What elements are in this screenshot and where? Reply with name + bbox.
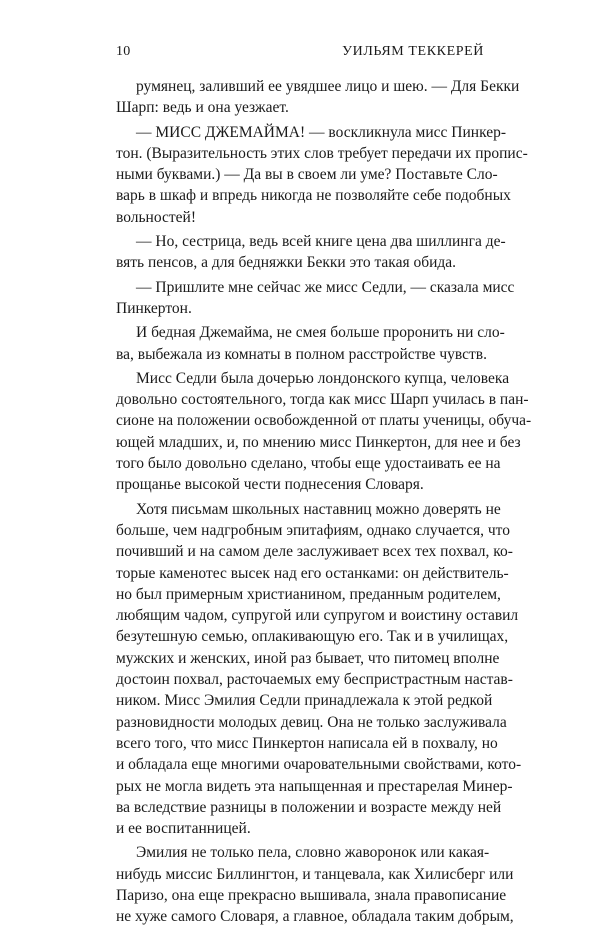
text-line: больше, чем надгробным эпитафиям, однако случается, что	[116, 521, 510, 539]
text-line: — Пришлите мне сейчас же мисс Седли, — сказала мисс	[136, 278, 515, 296]
text-line: Хотя письмам школьных наставниц можно доверять не	[136, 500, 501, 518]
text-line: разновидности молодых девиц. Она не только заслуживала	[116, 713, 507, 731]
text-line: вольностей!	[116, 208, 196, 226]
text-line: мужских и женских, иной раз бывает, что питомец вполне	[116, 649, 500, 667]
page-number: 10	[116, 44, 131, 59]
text-line: варь в шкаф и впредь никогда не позволяйте себе подобных	[116, 187, 511, 205]
text-line: прощанье высокой чести поднесения Словаря.	[116, 476, 424, 494]
text-line: но был примерным христианином, преданным родителем,	[116, 585, 501, 603]
text-line: Паризо, она еще прекрасно вышивала, знала правописание	[116, 886, 507, 904]
paragraph	[116, 231, 506, 274]
text-line: сионе на положении освобожденной от платы ученицы, обуча-	[116, 412, 532, 430]
text-line: ва вследствие разницы в положении и возрасте между ней	[116, 798, 502, 816]
text-line: ными буквами.) — Да вы в своем ли уме? Поставьте Сло-	[116, 166, 498, 184]
text-line: не хуже самого Словаря, а главное, обладала таким добрым,	[116, 908, 514, 926]
text-line: ющей младших, и, по мнению мисс Пинкертон, для нее и без	[116, 433, 521, 451]
paragraph	[116, 76, 520, 119]
text-line: Шарп: ведь и она уезжает.	[116, 99, 289, 117]
text-line: рых не могла видеть эта напыщенная и престарелая Минер-	[116, 777, 513, 795]
paragraph	[116, 322, 505, 365]
text-line: — МИСС ДЖЕМАЙМА! — воскликнула мисс Пинкер-	[136, 123, 507, 141]
paragraph	[116, 277, 515, 320]
text-line: почивший и на самом деле заслуживает всех тех похвал, ко-	[116, 543, 513, 561]
text-line: — Но, сестрица, ведь всей книге цена два шиллинга де-	[136, 233, 506, 251]
text-line: ником. Мисс Эмилия Седли принадлежала к этой редкой	[116, 692, 493, 710]
text-line: любящим чадом, супругой или супругом и воистину оставил	[116, 607, 519, 625]
paragraph	[116, 122, 528, 228]
text-line: румянец, заливший ее увядшее лицо и шею. — Для Бекки	[136, 78, 520, 95]
text-line: и ее воспитанницей.	[116, 820, 251, 838]
text-line: И бедная Джемайма, не смея больше проронить ни сло-	[136, 324, 505, 342]
paragraph	[116, 842, 514, 927]
running-head	[116, 44, 484, 64]
text-line: достоин похвал, расточаемых ему беспристрастным настав-	[116, 671, 513, 689]
text-line: того было довольно сделано, чтобы еще удостаивать ее на	[116, 455, 501, 473]
text-line: Мисс Седли была дочерью лондонского купца, человека	[136, 369, 510, 387]
text-line: торые каменотес высек над его останками: он действитель-	[116, 564, 509, 582]
text-line: тон. (Выразительность этих слов требует передачи их пропис-	[116, 144, 528, 162]
paragraph	[116, 368, 532, 496]
text-line: Эмилия не только пела, словно жаворонок или какая-	[136, 844, 490, 862]
text-line: всего того, что мисс Пинкертон написала ей в похвалу, но	[116, 734, 498, 752]
text-line: довольно состоятельного, тогда как мисс Шарп училась в пан-	[116, 391, 529, 409]
text-line: вять пенсов, а для бедняжки Бекки это такая обида.	[116, 254, 457, 272]
body-text	[116, 76, 532, 928]
text-line: безутешную семью, оплакивающую его. Так и в училищах,	[116, 628, 509, 646]
text-line: Пинкертон.	[116, 299, 192, 317]
paragraph	[116, 499, 522, 840]
text-line: ва, выбежала из комнаты в полном расстройстве чувств.	[116, 345, 487, 363]
running-head-author: УИЛЬЯМ ТЕККЕРЕЙ	[342, 44, 484, 59]
text-line: и обладала еще многими очаровательными свойствами, кото-	[116, 756, 522, 774]
text-line: нибудь миссис Биллингтон, и танцевала, как Хилисберг или	[116, 865, 514, 883]
